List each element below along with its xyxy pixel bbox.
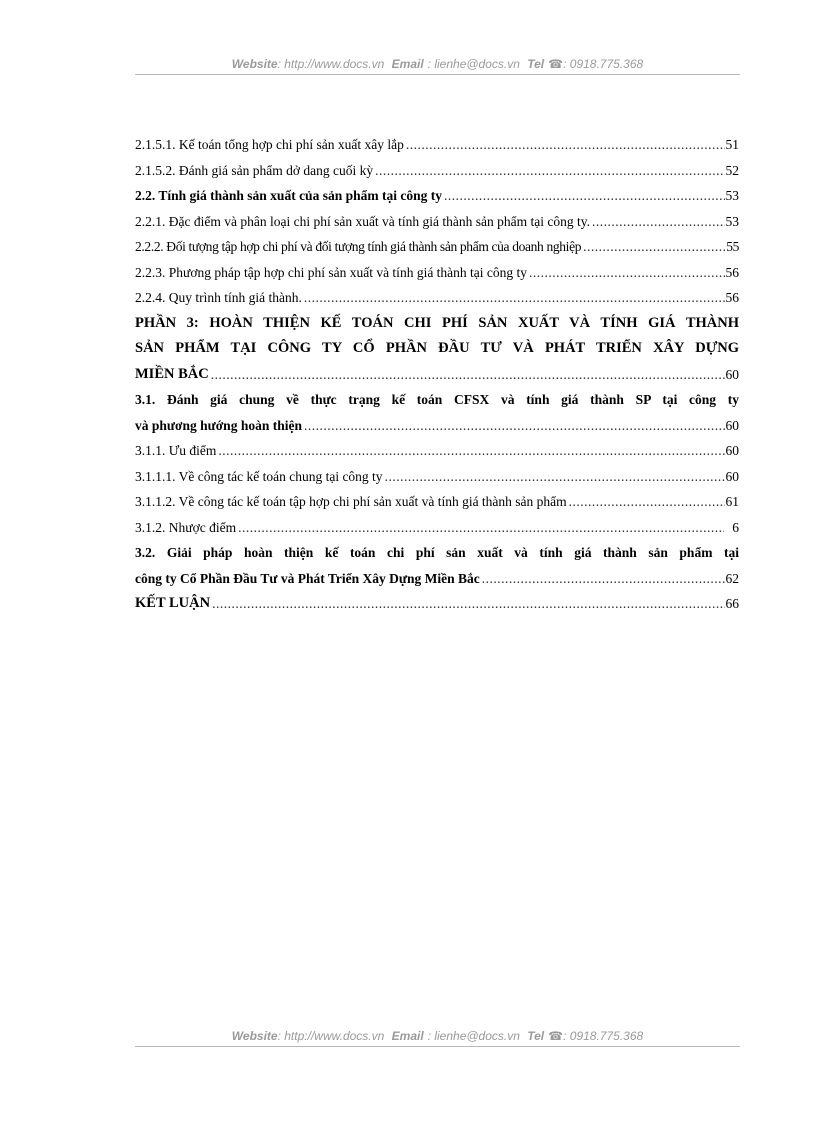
toc-entry-2-2[interactable] bbox=[135, 183, 739, 209]
toc-entry-title-line3: MIỀN BẮC bbox=[135, 365, 209, 382]
tel-value: : 0918.775.368 bbox=[563, 1029, 644, 1043]
toc-entry-page: 60 bbox=[725, 443, 739, 458]
toc-entry-page: 61 bbox=[725, 494, 739, 509]
website-label: Website bbox=[231, 1029, 278, 1043]
toc-entry-page: 53 bbox=[725, 188, 739, 203]
toc-entry-page: 66 bbox=[725, 596, 739, 611]
toc-leader-dots bbox=[583, 234, 725, 260]
toc-leader-dots bbox=[211, 362, 725, 388]
toc-entry-title: 3.1.2. Nhược điểm bbox=[135, 519, 237, 535]
email-value[interactable]: : lienhe@docs.vn bbox=[427, 1029, 520, 1043]
toc-entry-3-2[interactable] bbox=[135, 540, 739, 591]
toc-entry-page: 60 bbox=[725, 468, 739, 484]
page-footer bbox=[135, 1029, 740, 1043]
toc-leader-dots bbox=[529, 260, 724, 286]
email-value[interactable]: : lienhe@docs.vn bbox=[427, 57, 520, 71]
toc-entry-2-2-3[interactable] bbox=[135, 260, 739, 286]
website-value[interactable]: : http://www.docs.vn bbox=[277, 57, 385, 71]
toc-entry-title-line2: SẢN PHẨM TẠI CÔNG TY CỔ PHẦN ĐẦU TƯ VÀ PHÁT TRIỂN XÂY DỰNG bbox=[135, 340, 739, 356]
header-rule bbox=[135, 74, 740, 75]
toc-entry-title-line2: công ty Cổ Phần Đầu Tư và Phát Triển Xây Dựng Miền Bắc bbox=[135, 570, 480, 586]
toc-entry-title-line1: PHẦN 3: HOÀN THIỆN KẾ TOÁN CHI PHÍ SẢN XUẤT VÀ TÍNH GIÁ THÀNH bbox=[135, 314, 739, 331]
toc-leader-dots bbox=[482, 566, 725, 592]
tel-value: : 0918.775.368 bbox=[563, 57, 644, 71]
email-label: Email bbox=[391, 1029, 424, 1043]
toc-entry-title-line1: 3.2. Giải pháp hoàn thiện kế toán chi phí sản xuất và tính giá thành sản phẩm tại bbox=[135, 545, 739, 560]
toc-entry-3-1-2[interactable] bbox=[135, 515, 739, 541]
toc-entry-page: 62 bbox=[725, 570, 739, 586]
toc-entry-title: 2.2. Tính giá thành sản xuất của sản phẩm tại công ty bbox=[135, 188, 442, 203]
toc-leader-dots bbox=[212, 591, 724, 617]
toc-entry-title: 2.2.3. Phương pháp tập hợp chi phí sản xuất và tính giá thành tại công ty bbox=[135, 264, 528, 280]
toc-entry-page: 52 bbox=[725, 162, 739, 178]
toc-leader-dots bbox=[375, 158, 724, 184]
table-of-contents bbox=[135, 132, 739, 617]
toc-leader-dots bbox=[304, 413, 725, 439]
email-label: Email bbox=[391, 57, 424, 71]
toc-entry-3-1-1-2[interactable] bbox=[135, 489, 739, 515]
toc-entry-title: 2.2.4. Quy trình tính giá thành. bbox=[135, 290, 302, 305]
toc-entry-phan-3[interactable] bbox=[135, 311, 739, 388]
toc-entry-3-1[interactable] bbox=[135, 387, 739, 438]
toc-entry-title: 2.2.2. Đối tượng tập hợp chi phí và đối tượng tính giá thành sản phẩm của doanh nghiệp bbox=[135, 239, 582, 254]
toc-entry-ket-luan[interactable] bbox=[135, 591, 739, 617]
toc-entry-title: 2.1.5.2. Đánh giá sản phẩm dở dang cuối kỳ bbox=[135, 162, 374, 178]
toc-entry-page: 55 bbox=[726, 239, 739, 254]
toc-entry-3-1-1-1[interactable] bbox=[135, 464, 739, 490]
toc-entry-title: 3.1.1.2. Về công tác kế toán tập hợp chi phí sản xuất và tính giá thành sản phẩm bbox=[135, 494, 567, 509]
toc-entry-2-2-4[interactable] bbox=[135, 285, 739, 311]
toc-entry-page: 51 bbox=[725, 137, 739, 152]
footer-rule bbox=[135, 1046, 740, 1047]
toc-entry-title: 2.1.5.1. Kế toán tổng hợp chi phí sản xuất xây lắp bbox=[135, 137, 404, 152]
toc-leader-dots bbox=[406, 132, 725, 158]
toc-entry-title-line1: 3.1. Đánh giá chung về thực trạng kế toán CFSX và tính giá thành SP tại công ty bbox=[135, 392, 739, 407]
toc-entry-2-1-5-1[interactable] bbox=[135, 132, 739, 158]
website-value[interactable]: : http://www.docs.vn bbox=[277, 1029, 385, 1043]
website-label: Website bbox=[231, 57, 278, 71]
toc-entry-page: 60 bbox=[725, 366, 739, 382]
phone-icon: ☎ bbox=[548, 57, 564, 71]
tel-label: Tel bbox=[527, 1029, 545, 1043]
toc-leader-dots bbox=[385, 464, 725, 490]
toc-entry-page: 56 bbox=[725, 290, 739, 305]
toc-entry-2-2-2[interactable] bbox=[135, 234, 739, 260]
tel-label: Tel bbox=[527, 57, 545, 71]
toc-entry-title: 2.2.1. Đặc điểm và phân loại chi phí sản xuất và tính giá thành sản phẩm tại công ty. bbox=[135, 213, 591, 229]
toc-entry-3-1-1[interactable] bbox=[135, 438, 739, 464]
toc-entry-title: 3.1.1.1. Về công tác kế toán chung tại công ty bbox=[135, 468, 383, 484]
toc-entry-page: 53 bbox=[725, 213, 739, 229]
toc-leader-dots bbox=[218, 438, 724, 464]
phone-icon: ☎ bbox=[548, 1029, 564, 1043]
toc-leader-dots bbox=[444, 183, 725, 209]
toc-entry-title: 3.1.1. Ưu điểm bbox=[135, 443, 217, 458]
toc-leader-dots bbox=[304, 285, 725, 311]
toc-entry-2-2-1[interactable] bbox=[135, 209, 739, 235]
toc-leader-dots bbox=[592, 209, 724, 235]
page-header bbox=[135, 57, 740, 71]
toc-entry-page: 6 bbox=[732, 519, 739, 535]
toc-entry-2-1-5-2[interactable] bbox=[135, 158, 739, 184]
toc-leader-dots bbox=[238, 515, 724, 541]
toc-leader-dots bbox=[569, 489, 725, 515]
toc-entry-page: 60 bbox=[725, 417, 739, 433]
toc-entry-title-line2: và phương hướng hoàn thiện bbox=[135, 417, 302, 433]
toc-entry-title: KẾT LUẬN bbox=[135, 595, 211, 611]
toc-entry-page: 56 bbox=[725, 264, 739, 280]
